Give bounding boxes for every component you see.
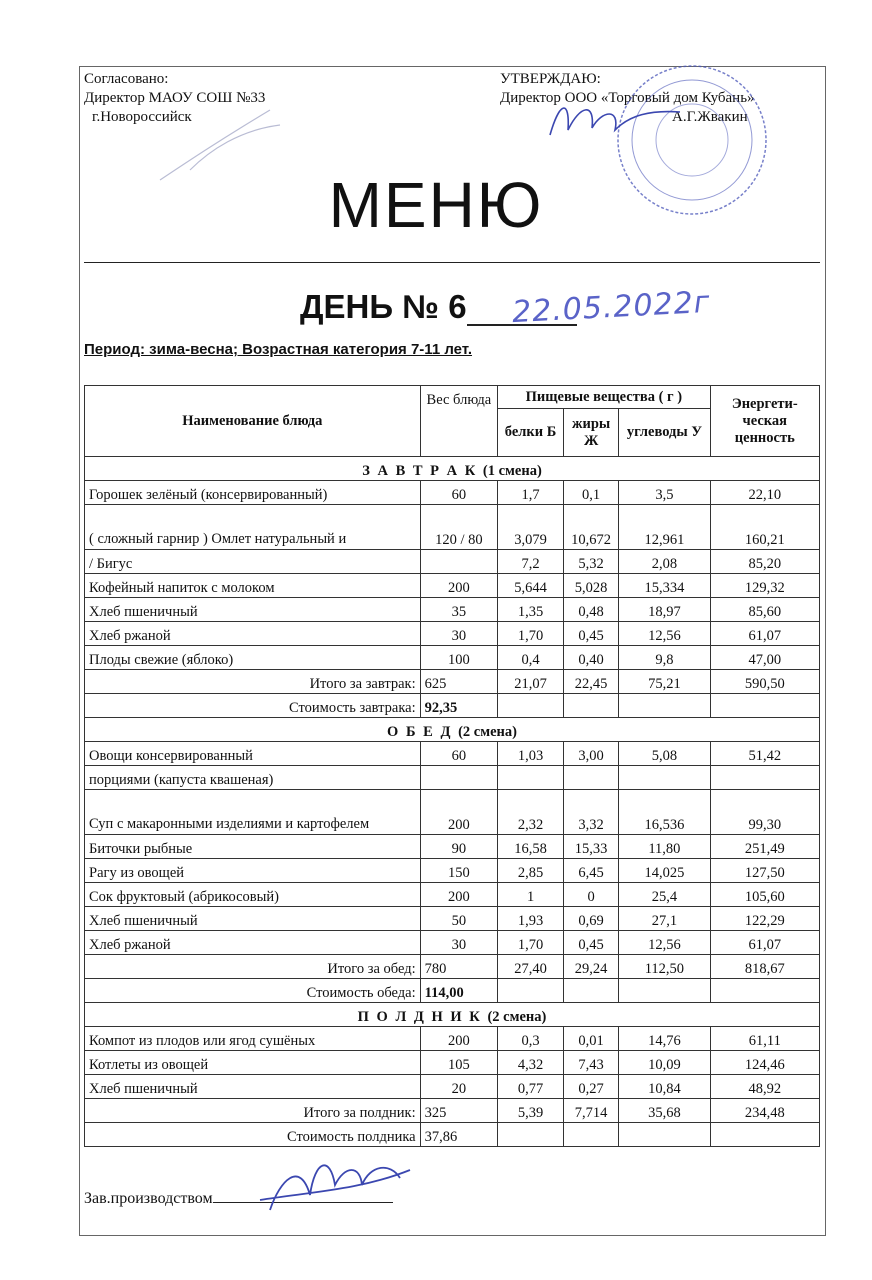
total-row-breakfast: [85, 670, 820, 694]
dish-weight: [420, 766, 498, 790]
dish-energy: 129,32: [710, 574, 819, 598]
cost-row-snack: [85, 1123, 820, 1147]
dish-weight: 200: [420, 574, 498, 598]
dish-weight: 60: [420, 481, 498, 505]
footer-signature-line: [213, 1188, 393, 1203]
dish-energy: 127,50: [710, 859, 819, 883]
dish-name: Хлеб ржаной: [85, 622, 421, 646]
dish-carbs: 11,80: [619, 835, 710, 859]
dish-energy: 48,92: [710, 1075, 819, 1099]
total-row-snack: [85, 1099, 820, 1123]
dish-fat: 0,01: [564, 1027, 619, 1051]
header-fat: жиры Ж: [564, 409, 619, 457]
dish-protein: 4,32: [498, 1051, 564, 1075]
dish-fat: 15,33: [564, 835, 619, 859]
approval-right-line3: А.Г.Жвакин: [672, 109, 748, 125]
dish-weight: 200: [420, 883, 498, 907]
dish-fat: 5,32: [564, 550, 619, 574]
dish-carbs: 16,536: [619, 790, 710, 835]
dish-weight: 105: [420, 1051, 498, 1075]
approval-right: [500, 70, 755, 127]
dish-protein: 3,079: [498, 505, 564, 550]
dish-weight: 150: [420, 859, 498, 883]
section-title-text: З А В Т Р А К: [362, 463, 478, 479]
dish-carbs: 14,025: [619, 859, 710, 883]
dish-energy: 85,60: [710, 598, 819, 622]
total-energy: 590,50: [710, 670, 819, 694]
empty-cell: [498, 979, 564, 1003]
dish-protein: 7,2: [498, 550, 564, 574]
cost-value: 37,86: [420, 1123, 498, 1147]
empty-cell: [619, 694, 710, 718]
table-row: [85, 598, 820, 622]
footer: [84, 1188, 393, 1208]
header-weight: Вес блюда: [420, 386, 498, 457]
empty-cell: [619, 979, 710, 1003]
dish-energy: 61,07: [710, 931, 819, 955]
dish-carbs: 5,08: [619, 742, 710, 766]
dish-fat: 7,43: [564, 1051, 619, 1075]
dish-energy: [710, 766, 819, 790]
dish-name: Хлеб ржаной: [85, 931, 421, 955]
empty-cell: [564, 694, 619, 718]
dish-weight: 120 / 80: [420, 505, 498, 550]
table-row: [85, 574, 820, 598]
dish-protein: 1,70: [498, 622, 564, 646]
menu-table-body: [85, 457, 820, 1147]
dish-carbs: 18,97: [619, 598, 710, 622]
dish-protein: 1,70: [498, 931, 564, 955]
dish-fat: 5,028: [564, 574, 619, 598]
table-row: [85, 622, 820, 646]
dish-name: Овощи консервированный: [85, 742, 421, 766]
table-row: [85, 883, 820, 907]
title-divider: [84, 262, 820, 263]
empty-cell: [498, 1123, 564, 1147]
dish-protein: 16,58: [498, 835, 564, 859]
dish-carbs: 9,8: [619, 646, 710, 670]
dish-protein: 0,4: [498, 646, 564, 670]
dish-weight: 200: [420, 1027, 498, 1051]
table-row: [85, 481, 820, 505]
dish-energy: 47,00: [710, 646, 819, 670]
section-title: [85, 457, 820, 481]
dish-energy: 160,21: [710, 505, 819, 550]
approval-left-line2: Директор МАОУ СОШ №33: [84, 90, 266, 106]
section-title-text: П О Л Д Н И К: [357, 1009, 482, 1025]
dish-fat: 0,45: [564, 622, 619, 646]
dish-weight: 90: [420, 835, 498, 859]
header-protein: белки Б: [498, 409, 564, 457]
dish-carbs: 12,961: [619, 505, 710, 550]
table-row: [85, 550, 820, 574]
dish-energy: 22,10: [710, 481, 819, 505]
cost-label: Стоимость полдника: [85, 1123, 421, 1147]
dish-protein: 0,3: [498, 1027, 564, 1051]
total-weight: 780: [420, 955, 498, 979]
table-row: [85, 907, 820, 931]
approval-right-line1: УТВЕРЖДАЮ:: [500, 71, 601, 87]
dish-carbs: 10,84: [619, 1075, 710, 1099]
dish-carbs: 14,76: [619, 1027, 710, 1051]
dish-name: порциями (капуста квашеная): [85, 766, 421, 790]
dish-protein: 1,93: [498, 907, 564, 931]
day-date: 22.05.2022г: [511, 284, 712, 331]
header-nutrients: Пищевые вещества ( г ): [498, 386, 710, 409]
dish-fat: 3,00: [564, 742, 619, 766]
header-energy: Энергети-ческая ценность: [710, 386, 819, 457]
dish-energy: 122,29: [710, 907, 819, 931]
cost-row-lunch: [85, 979, 820, 1003]
section-header-lunch: [85, 718, 820, 742]
day-label: ДЕНЬ № 6: [300, 288, 467, 325]
dish-protein: 1,35: [498, 598, 564, 622]
dish-energy: 61,11: [710, 1027, 819, 1051]
cost-label: Стоимость обеда:: [85, 979, 421, 1003]
dish-weight: 20: [420, 1075, 498, 1099]
total-fat: 7,714: [564, 1099, 619, 1123]
approval-right-line2: Директор ООО «Торговый дом Кубань»: [500, 90, 755, 106]
section-shift: (1 смена): [482, 463, 542, 479]
dish-protein: 1,7: [498, 481, 564, 505]
dish-weight: 30: [420, 931, 498, 955]
section-shift: (2 смена): [487, 1009, 547, 1025]
dish-weight: 50: [420, 907, 498, 931]
approval-left: [84, 70, 265, 127]
dish-name: / Бигус: [85, 550, 421, 574]
period-line: Период: зима-весна; Возрастная категория 7-11 лет.: [84, 341, 473, 358]
dish-fat: 0,48: [564, 598, 619, 622]
dish-weight: 200: [420, 790, 498, 835]
dish-energy: 85,20: [710, 550, 819, 574]
dish-carbs: 3,5: [619, 481, 710, 505]
dish-name: Биточки рыбные: [85, 835, 421, 859]
table-row: [85, 1027, 820, 1051]
dish-fat: 0,27: [564, 1075, 619, 1099]
cost-value: 92,35: [420, 694, 498, 718]
dish-name: Хлеб пшеничный: [85, 1075, 421, 1099]
section-shift: (2 смена): [458, 724, 517, 740]
dish-name: Горошек зелёный (консервированный): [85, 481, 421, 505]
dish-energy: 124,46: [710, 1051, 819, 1075]
empty-cell: [710, 694, 819, 718]
total-label: Итого за завтрак:: [85, 670, 421, 694]
empty-cell: [564, 979, 619, 1003]
dish-energy: 251,49: [710, 835, 819, 859]
dish-carbs: 12,56: [619, 931, 710, 955]
table-row: [85, 742, 820, 766]
header-carbs: углеводы У: [619, 409, 710, 457]
dish-energy: 105,60: [710, 883, 819, 907]
dish-protein: 0,77: [498, 1075, 564, 1099]
dish-carbs: 12,56: [619, 622, 710, 646]
empty-cell: [564, 1123, 619, 1147]
dish-protein: [498, 766, 564, 790]
menu-table-header: [85, 386, 820, 457]
section-title: [85, 1003, 820, 1027]
total-carbs: 35,68: [619, 1099, 710, 1123]
total-weight: 325: [420, 1099, 498, 1123]
dish-weight: [420, 550, 498, 574]
dish-carbs: 10,09: [619, 1051, 710, 1075]
total-label: Итого за обед:: [85, 955, 421, 979]
dish-fat: [564, 766, 619, 790]
dish-carbs: 2,08: [619, 550, 710, 574]
dish-energy: 99,30: [710, 790, 819, 835]
total-energy: 818,67: [710, 955, 819, 979]
dish-name: Рагу из овощей: [85, 859, 421, 883]
dish-fat: 0: [564, 883, 619, 907]
table-row: [85, 505, 820, 550]
empty-cell: [619, 1123, 710, 1147]
approval-left-line1: Согласовано:: [84, 71, 169, 87]
total-carbs: 112,50: [619, 955, 710, 979]
dish-name: Компот из плодов или ягод сушёных: [85, 1027, 421, 1051]
dish-name: Плоды свежие (яблоко): [85, 646, 421, 670]
dish-protein: 5,644: [498, 574, 564, 598]
dish-fat: 0,45: [564, 931, 619, 955]
table-row: [85, 1051, 820, 1075]
total-protein: 5,39: [498, 1099, 564, 1123]
dish-weight: 60: [420, 742, 498, 766]
dish-protein: 2,32: [498, 790, 564, 835]
dish-fat: 10,672: [564, 505, 619, 550]
dish-protein: 1: [498, 883, 564, 907]
dish-fat: 0,69: [564, 907, 619, 931]
dish-carbs: 27,1: [619, 907, 710, 931]
dish-name: Сок фруктовый (абрикосовый): [85, 883, 421, 907]
dish-name: Хлеб пшеничный: [85, 598, 421, 622]
section-header-snack: [85, 1003, 820, 1027]
empty-cell: [498, 694, 564, 718]
dish-protein: 2,85: [498, 859, 564, 883]
approval-left-line3: г.Новороссийск: [92, 109, 192, 125]
section-header-breakfast: [85, 457, 820, 481]
footer-label: Зав.производством: [84, 1190, 213, 1207]
table-row: [85, 859, 820, 883]
dish-energy: 61,07: [710, 622, 819, 646]
total-row-lunch: [85, 955, 820, 979]
total-carbs: 75,21: [619, 670, 710, 694]
dish-energy: 51,42: [710, 742, 819, 766]
total-protein: 27,40: [498, 955, 564, 979]
dish-weight: 30: [420, 622, 498, 646]
header-dish-name: Наименование блюда: [85, 386, 421, 457]
cost-row-breakfast: [85, 694, 820, 718]
total-fat: 22,45: [564, 670, 619, 694]
dish-carbs: [619, 766, 710, 790]
table-row: [85, 790, 820, 835]
dish-name: Кофейный напиток с молоком: [85, 574, 421, 598]
total-label: Итого за полдник:: [85, 1099, 421, 1123]
table-row: [85, 931, 820, 955]
dish-name: ( сложный гарнир ) Омлет натуральный и: [85, 505, 421, 550]
empty-cell: [710, 1123, 819, 1147]
cost-label: Стоимость завтрака:: [85, 694, 421, 718]
dish-name: Котлеты из овощей: [85, 1051, 421, 1075]
dish-weight: 35: [420, 598, 498, 622]
dish-fat: 3,32: [564, 790, 619, 835]
dish-name: Суп с макаронными изделиями и картофелем: [85, 790, 421, 835]
cost-value: 114,00: [420, 979, 498, 1003]
dish-fat: 0,1: [564, 481, 619, 505]
dish-protein: 1,03: [498, 742, 564, 766]
section-title-text: О Б Е Д: [387, 724, 453, 740]
total-weight: 625: [420, 670, 498, 694]
page-title: МЕНЮ: [328, 169, 544, 241]
dish-weight: 100: [420, 646, 498, 670]
dish-fat: 6,45: [564, 859, 619, 883]
table-row: [85, 646, 820, 670]
total-fat: 29,24: [564, 955, 619, 979]
table-row: [85, 1075, 820, 1099]
dish-carbs: 25,4: [619, 883, 710, 907]
dish-name: Хлеб пшеничный: [85, 907, 421, 931]
empty-cell: [710, 979, 819, 1003]
menu-table: [84, 385, 820, 1147]
dish-fat: 0,40: [564, 646, 619, 670]
total-energy: 234,48: [710, 1099, 819, 1123]
section-title: [85, 718, 820, 742]
dish-carbs: 15,334: [619, 574, 710, 598]
table-row: [85, 835, 820, 859]
total-protein: 21,07: [498, 670, 564, 694]
table-row: [85, 766, 820, 790]
